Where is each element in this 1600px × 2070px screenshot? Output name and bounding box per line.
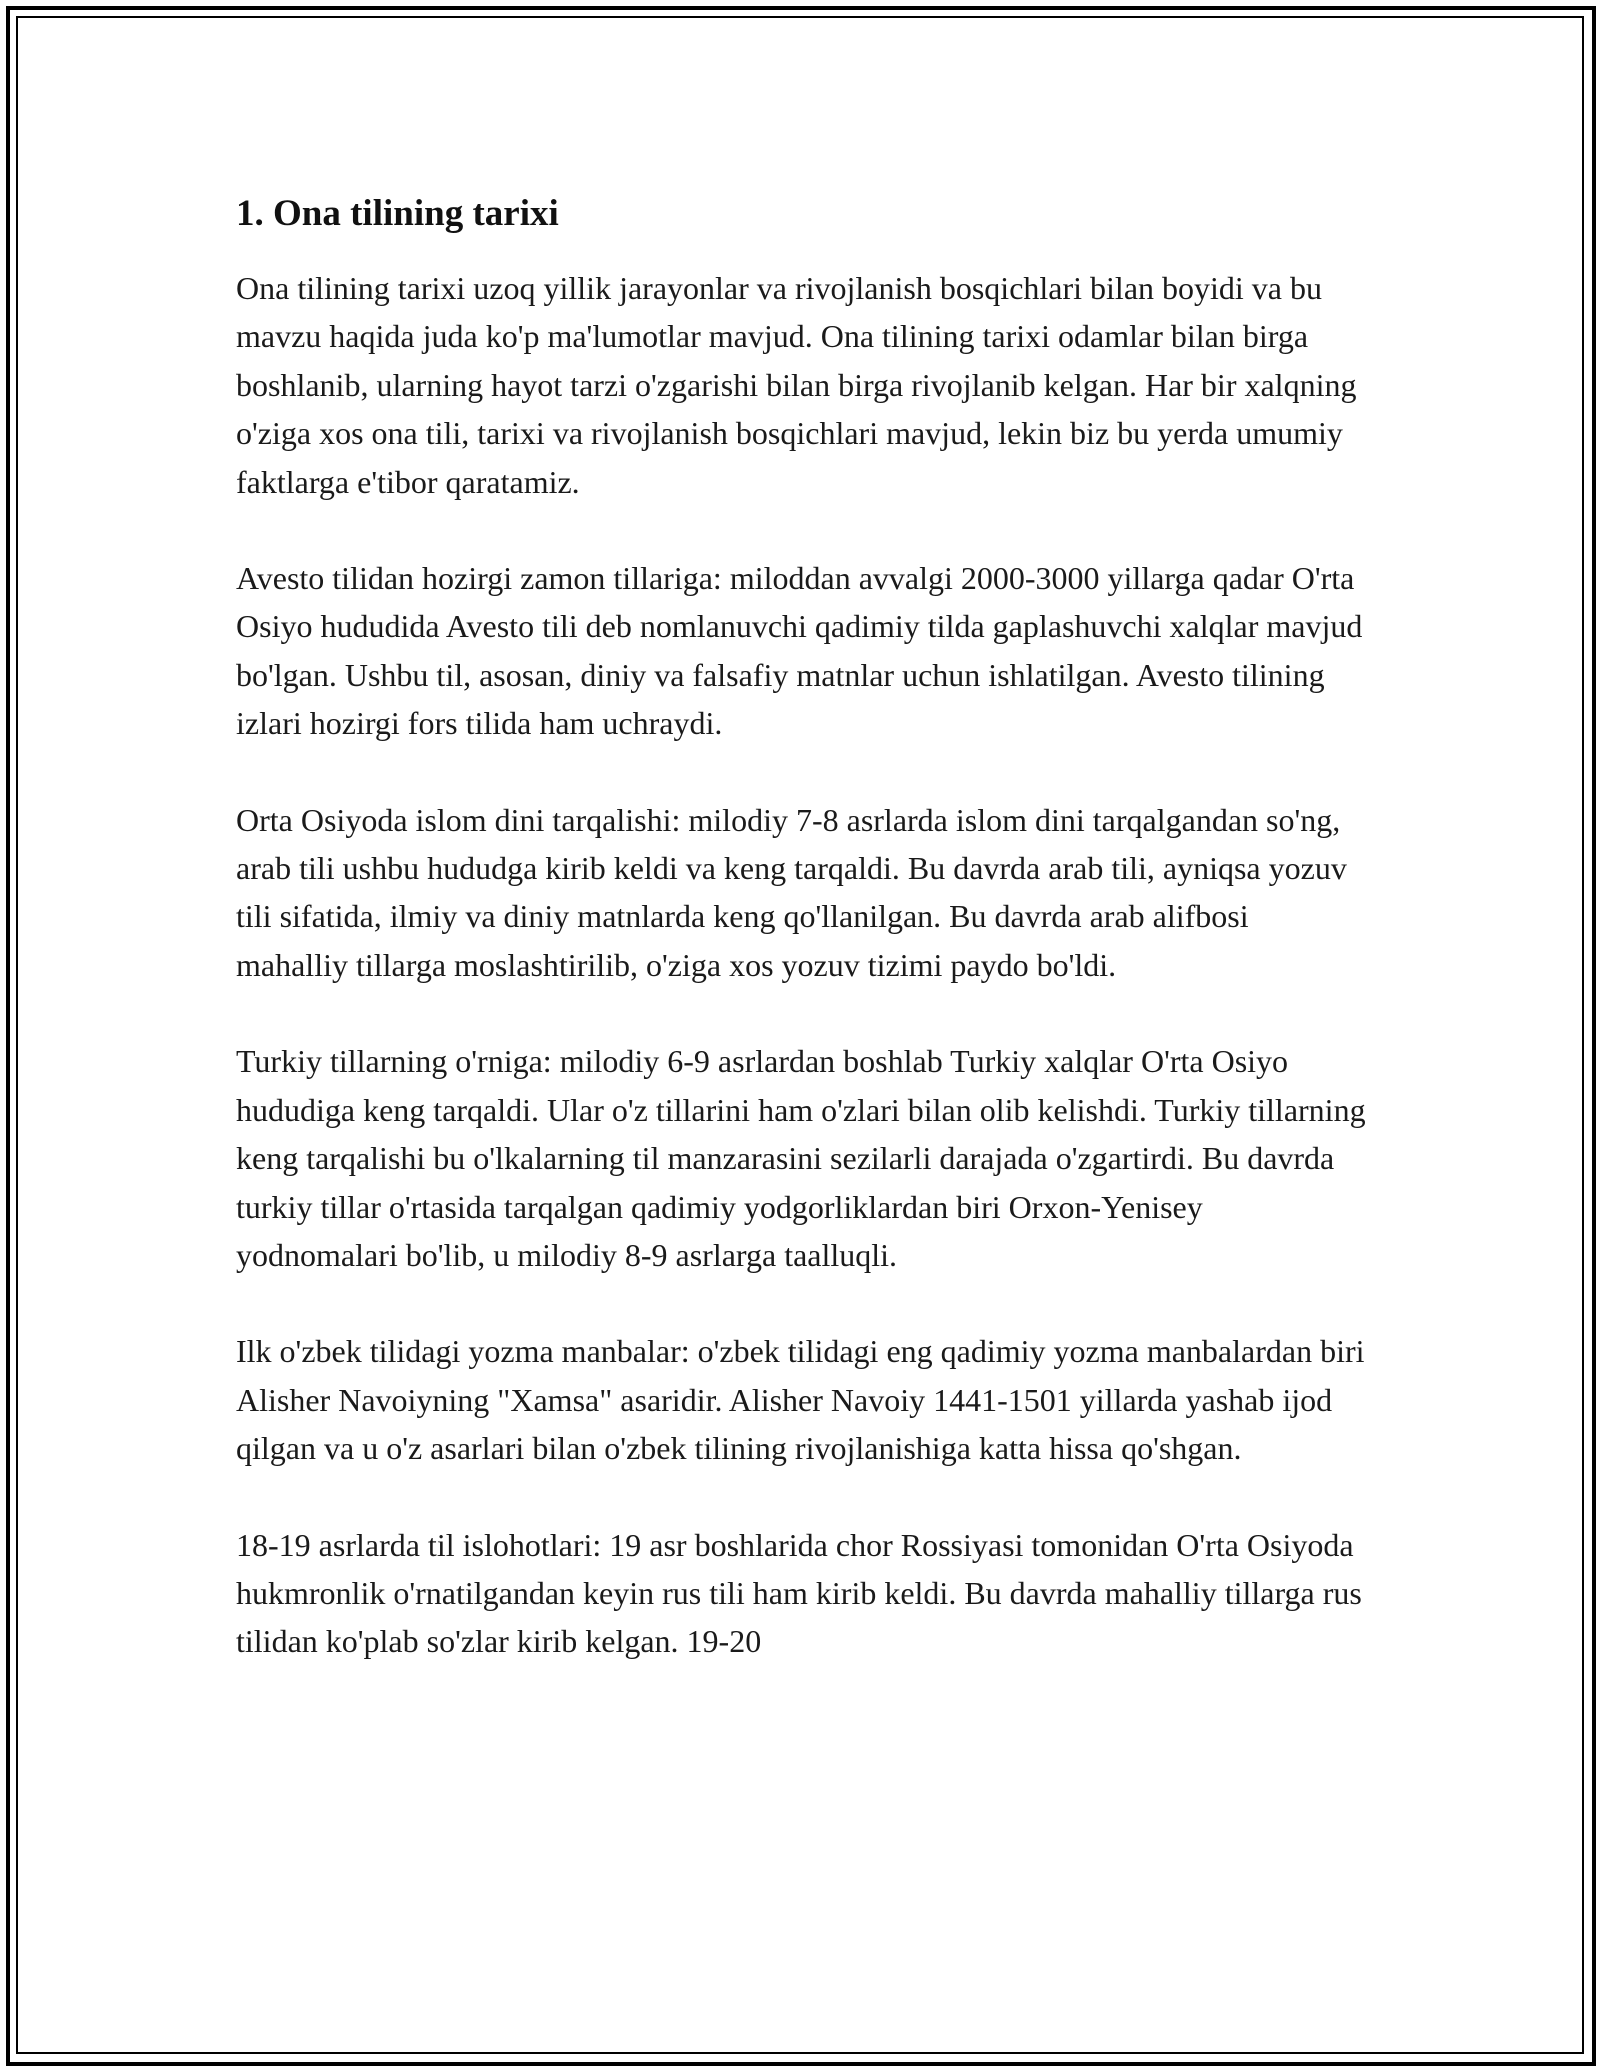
paragraph-intro: Ona tilining tarixi uzoq yillik jarayonlar va rivojlanish bosqichlari bilan boyidi va bu mavzu haqida juda ko'p ma'lumotlar mavjud. Ona tilining tarixi odamlar bilan birga boshlanib, ularning hayot tarzi o'zgarishi bilan birga rivojlanib kelgan. Har bir xalqning o'ziga xos ona tili, tarixi va rivojlanish bosqichlari mavjud, lekin biz bu yerda umumiy faktlarga e'tibor qaratamiz. xyxy=(236,270,1357,500)
paragraph-reforms: 18-19 asrlarda til islohotlari: 19 asr boshlarida chor Rossiyasi tomonidan O'rta Osiyoda hukmronlik o'rnatilgandan keyin rus tili ham kirib keldi. Bu davrda mahalliy tillarga rus tilidan ko'plab so'zlar kirib kelgan. 19-20 xyxy=(236,1526,1362,1660)
paragraph-turkic: Turkiy tillarning o'rniga: milodiy 6-9 asrlardan boshlab Turkiy xalqlar O'rta Osiyo hududiga keng tarqaldi. Ular o'z tillarini ham o'zlari bilan olib kelishdi. Turkiy tillarning keng tarqalishi bu o'lkalarning til manzarasini sezilarli darajada o'zgartirdi. Bu davrda turkiy tillar o'rtasida tarqalgan qadimiy yodgorliklardan biri Orxon-Yenisey yodnomalari bo'lib, u milodiy 8-9 asrlarga taalluqli. xyxy=(236,1043,1366,1273)
paragraph-uzbek-sources: Ilk o'zbek tilidagi yozma manbalar: o'zbek tilidagi eng qadimiy yozma manbalardan biri Alisher Navoiyning "Xamsa" asaridir. Alisher Navoiy 1441-1501 yillarda yashab ijod qilgan va u o'z asarlari bilan o'zbek tilining rivojlanishiga katta hissa qo'shgan. xyxy=(236,1333,1365,1467)
section-heading: 1. Ona tilining tarixi xyxy=(236,193,559,234)
paragraph-islam: Orta Osiyoda islom dini tarqalishi: milodiy 7-8 asrlarda islom dini tarqalgandan so'ng, arab tili ushbu hududga kirib keldi va keng tarqaldi. Bu davrda arab tili, ayniqsa yozuv tili sifatida, ilmiy va diniy matnlarda keng qo'llanilgan. Bu davrda arab alifbosi mahalliy tillarga moslashtirilib, o'ziga xos yozuv tizimi paydo bo'ldi. xyxy=(236,801,1347,983)
document-body xyxy=(236,186,1366,1714)
paragraph-avesto: Avesto tilidan hozirgi zamon tillariga: miloddan avvalgi 2000-3000 yillarga qadar O'rta Osiyo hududida Avesto tili deb nomlanuvchi qadimiy tilda gaplashuvchi xalqlar mavjud bo'lgan. Ushbu til, asosan, diniy va falsafiy matnlar uchun ishlatilgan. Avesto tilining izlari hozirgi fors tilida ham uchraydi. xyxy=(236,560,1363,742)
